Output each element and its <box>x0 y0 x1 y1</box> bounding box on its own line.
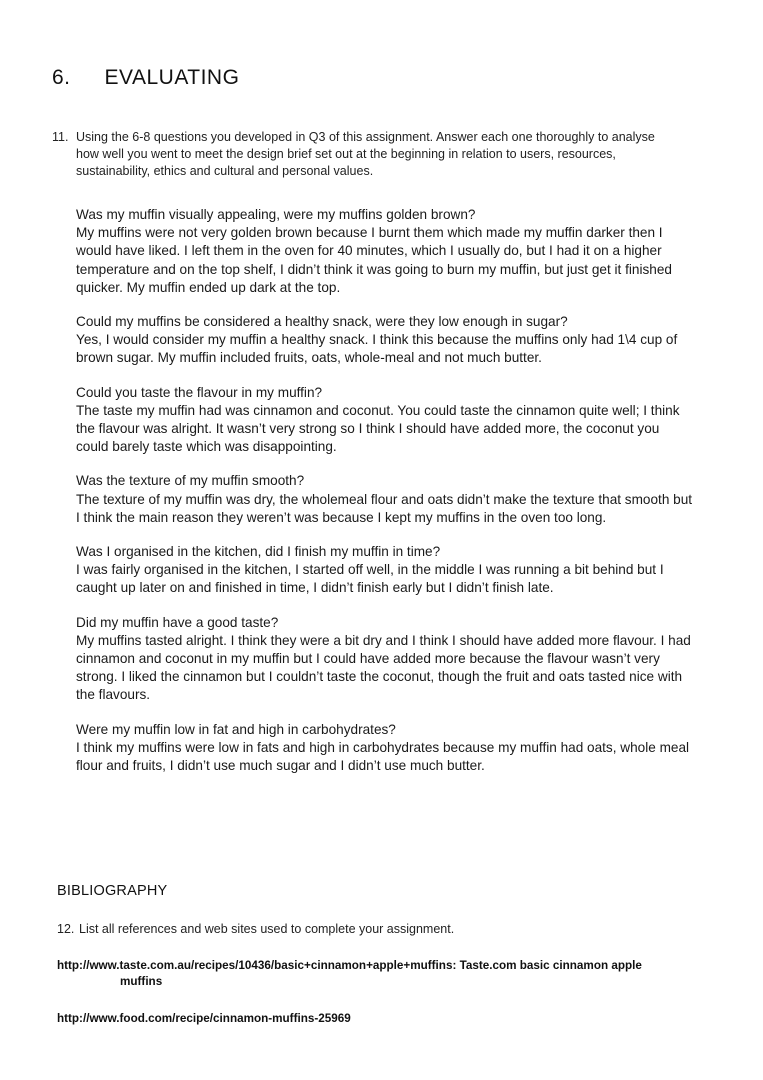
evaluation-answer: Yes, I would consider my muffin a healthy snack. I think this because the muffins only had 1\4 cup of brown sugar. My muffin included fruits, oats, whole-meal and not much butter. <box>76 332 678 366</box>
evaluation-question: Were my muffin low in fat and high in carbohydrates? <box>76 721 396 737</box>
question-text: List all references and web sites used to complete your assignment. <box>79 922 455 936</box>
evaluation-question: Could you taste the flavour in my muffin? <box>76 384 323 400</box>
section-title: EVALUATING <box>104 66 240 89</box>
evaluation-answer: My muffins were not very golden brown because I burnt them which made my muffin darker then I would have liked. I left them in the oven for 40 minutes, which I usually do, but I had it on a higher temperature and on the top shelf, I didn’t think it was going to burn my muffin, but just get it finished quicker. My muffin ended up dark at the top. <box>76 225 672 295</box>
reference-item <box>57 958 697 990</box>
qa-item <box>76 313 694 368</box>
question-12 <box>57 922 677 936</box>
evaluation-answer: The texture of my muffin was dry, the wholemeal flour and oats didn’t make the texture that smooth but I think the main reason they weren’t was because I kept my muffins in the oven too long. <box>76 491 693 525</box>
bibliography-heading: BIBLIOGRAPHY <box>57 883 168 899</box>
reference-line: http://www.food.com/recipe/cinnamon-muffins-25969 <box>57 1012 351 1025</box>
qa-item <box>76 472 694 527</box>
evaluation-answer: My muffins tasted alright. I think they were a bit dry and I think I should have added more flavour. I had cinnamon and coconut in my muffin but I could have added more because the flavour wasn’t very strong. I liked the cinnamon but I couldn’t taste the coconut, though the fruit and oats tasted nice with the flavours. <box>76 632 691 703</box>
evaluation-question: Was the texture of my muffin smooth? <box>76 473 305 489</box>
evaluation-question: Was I organised in the kitchen, did I finish my muffin in time? <box>76 544 441 560</box>
question-11 <box>52 129 680 180</box>
qa-item <box>76 721 694 776</box>
question-number: 11. <box>52 130 69 144</box>
evaluation-answer: I was fairly organised in the kitchen, I started off well, in the middle I was running a bit behind but I caught up later on and finished in time, I didn’t finish early but I didn’t finish late. <box>76 562 664 596</box>
question-text: Using the 6-8 questions you developed in Q3 of this assignment. Answer each one thoroughly to analyse how well you went to meet the design brief set out at the beginning in relation to users, resources, sustainability, ethics and cultural and personal values. <box>76 130 655 178</box>
qa-item <box>76 206 694 297</box>
answers-list <box>76 206 694 791</box>
evaluation-answer: The taste my muffin had was cinnamon and coconut. You could taste the cinnamon quite well; I think the flavour was alright. It wasn’t very strong so I think I should have added more, the coconut you could barely taste which was disappointing. <box>76 402 680 455</box>
section-heading <box>52 66 239 90</box>
question-number: 12. <box>57 922 75 936</box>
evaluation-question: Was my muffin visually appealing, were my muffins golden brown? <box>76 207 476 222</box>
evaluation-question: Did my muffin have a good taste? <box>76 614 279 630</box>
section-number: 6. <box>52 66 71 89</box>
reference-line: http://www.taste.com.au/recipes/10436/basic+cinnamon+apple+muffins: Taste.com basic cinnamon apple <box>57 959 642 972</box>
qa-item <box>76 614 694 705</box>
reference-line-continued: muffins <box>120 975 163 988</box>
qa-item <box>76 543 694 598</box>
evaluation-question: Could my muffins be considered a healthy snack, were they low enough in sugar? <box>76 314 568 330</box>
evaluation-answer: I think my muffins were low in fats and high in carbohydrates because my muffin had oats, whole meal flour and fruits, I didn’t use much sugar and I didn’t use much butter. <box>76 739 690 774</box>
qa-item <box>76 384 694 457</box>
reference-item <box>57 1011 697 1027</box>
